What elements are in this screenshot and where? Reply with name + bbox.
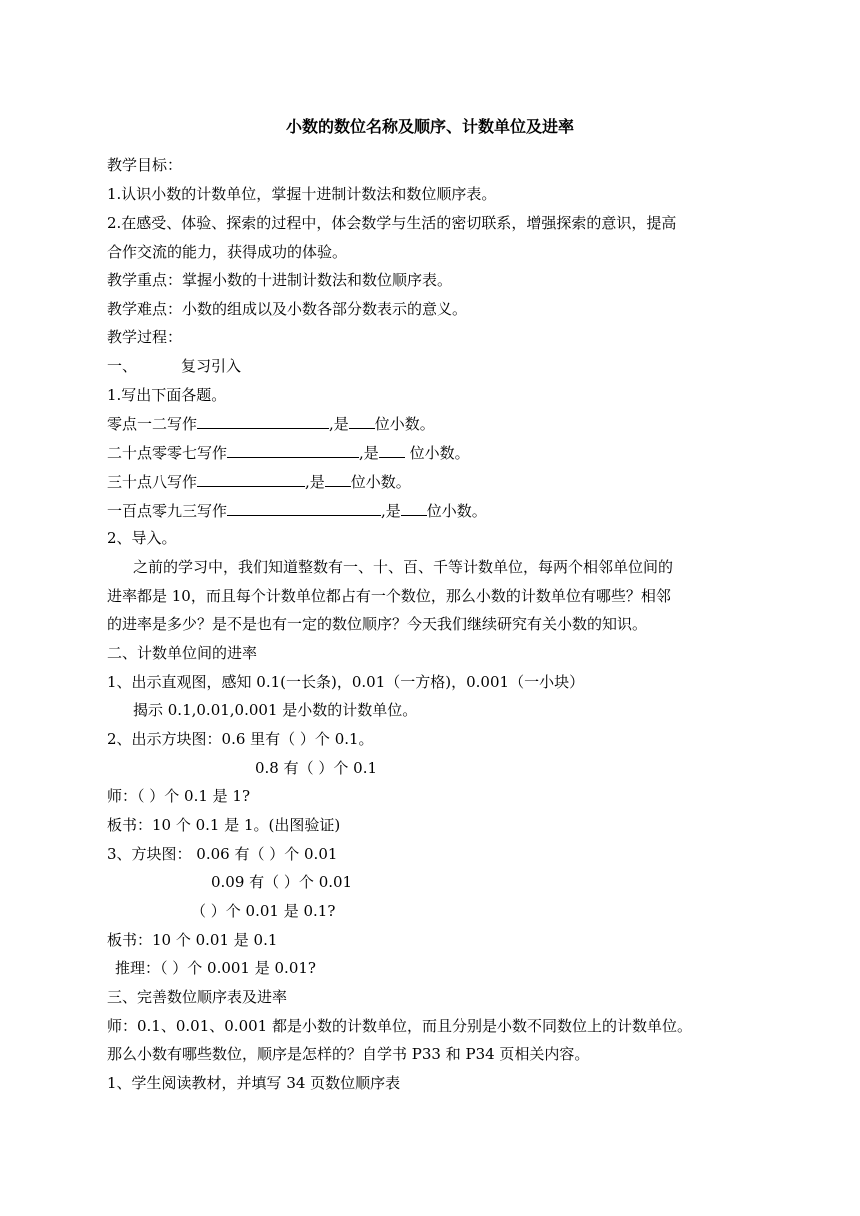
exercise-2-suffix: 位小数。	[404, 444, 470, 462]
exercise-2	[107, 442, 470, 462]
section-2-item-2: 2、出示方块图：0.6 里有（ ）个 0.1。	[107, 730, 374, 748]
digits-blank[interactable]	[325, 471, 351, 487]
exercise-3	[107, 471, 411, 491]
exercise-2-mid: ,是	[359, 444, 379, 462]
answer-blank[interactable]	[197, 413, 329, 429]
difficulty: 教学难点：小数的组成以及小数各部分数表示的意义。	[107, 300, 468, 318]
digits-blank[interactable]	[401, 500, 427, 516]
section-1-heading	[107, 356, 241, 376]
exercise-3-mid: ,是	[305, 473, 325, 491]
board-note-2: 板书：10 个 0.01 是 0.1	[107, 931, 278, 949]
exercise-1	[107, 413, 435, 433]
goals-heading: 教学目标：	[107, 156, 183, 174]
answer-blank[interactable]	[227, 500, 381, 516]
intro-paragraph-line-2: 进率都是 10，而且每个计数单位都占有一个数位，那么小数的计数单位有哪些？相邻	[107, 587, 671, 605]
answer-blank[interactable]	[197, 471, 305, 487]
exercise-4-prompt: 一百点零九三写作	[107, 502, 228, 520]
intro-heading: 2、导入。	[107, 529, 177, 547]
board-note-1: 板书：10 个 0.1 是 1。(出图验证)	[107, 816, 341, 834]
teacher-question-1: 师：（ ）个 0.1 是 1?	[107, 787, 251, 805]
process-heading: 教学过程：	[107, 328, 183, 346]
section-2-item-1: 1、出示直观图，感知 0.1(一长条)，0.01（一方格)，0.001（一小块）	[107, 673, 585, 691]
exercise-3-prompt: 三十点八写作	[107, 473, 198, 491]
reasoning-note: 推理：（ ）个 0.001 是 0.01?	[115, 959, 316, 977]
section-1-title: 复习引入	[181, 357, 242, 375]
section-2-item-2-b: 0.8 有（ ）个 0.1	[255, 759, 378, 777]
section-2-item-1-note: 揭示 0.1,0.01,0.001 是小数的计数单位。	[133, 701, 418, 719]
section-3-paragraph-line-2: 那么小数有哪些数位，顺序是怎样的？自学书 P33 和 P34 页相关内容。	[107, 1045, 590, 1063]
section-2-heading: 二、计数单位间的进率	[107, 644, 258, 662]
section-2-item-3: 3、方块图： 0.06 有（ ）个 0.01	[107, 845, 338, 863]
section-2-item-3-c: （ ）个 0.01 是 0.1?	[191, 902, 336, 920]
intro-paragraph-line-3: 的进率是多少？是不是也有一定的数位顺序？今天我们继续研究有关小数的知识。	[107, 615, 648, 633]
document-title: 小数的数位名称及顺序、计数单位及进率	[285, 117, 574, 136]
section-1-number: 一、	[107, 357, 138, 375]
exercise-1-suffix: 位小数。	[374, 415, 435, 433]
exercise-1-prompt: 零点一二写作	[107, 415, 198, 433]
section-3-item-1: 1、学生阅读教材，并填写 34 页数位顺序表	[107, 1074, 401, 1092]
intro-paragraph-line-1: 之前的学习中，我们知道整数有一、十、百、千等计数单位，每两个相邻单位间的	[133, 558, 674, 576]
key-point: 教学重点：掌握小数的十进制计数法和数位顺序表。	[107, 271, 453, 289]
exercise-4-mid: ,是	[381, 502, 401, 520]
exercise-4-suffix: 位小数。	[426, 502, 487, 520]
goal-2-line-1: 2.在感受、体验、探索的过程中，体会数学与生活的密切联系，增强探索的意识，提高	[107, 214, 677, 232]
section-2-item-3-b: 0.09 有（ ）个 0.01	[211, 873, 353, 891]
answer-blank[interactable]	[227, 442, 359, 458]
exercise-intro: 1.写出下面各题。	[107, 386, 227, 404]
exercise-1-mid: ,是	[329, 415, 349, 433]
digits-blank[interactable]	[349, 413, 375, 429]
digits-blank[interactable]	[379, 442, 405, 458]
exercise-3-suffix: 位小数。	[350, 473, 411, 491]
goal-2-line-2: 合作交流的能力，获得成功的体验。	[107, 243, 348, 261]
goal-1: 1.认识小数的计数单位，掌握十进制计数法和数位顺序表。	[107, 185, 497, 203]
exercise-4	[107, 500, 487, 520]
section-3-paragraph-line-1: 师：0.1、0.01、0.001 都是小数的计数单位，而且分别是小数不同数位上的计数单位。	[107, 1017, 692, 1035]
exercise-2-prompt: 二十点零零七写作	[107, 444, 228, 462]
section-3-heading: 三、完善数位顺序表及进率	[107, 988, 288, 1006]
